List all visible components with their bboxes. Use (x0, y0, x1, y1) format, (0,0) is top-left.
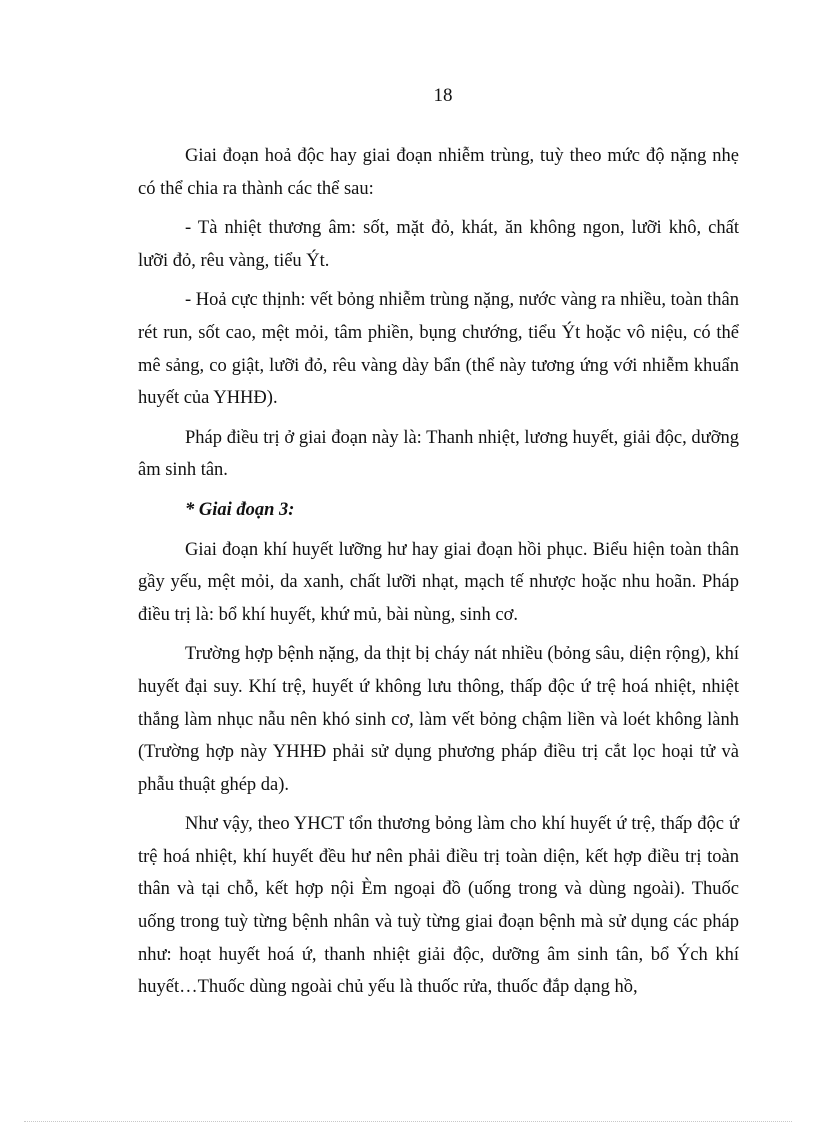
paragraph-ta-nhiet: - Tà nhiệt thương âm: sốt, mặt đỏ, khát, ăn không ngon, lưỡi khô, chất lưỡi đỏ, rêu vàng, tiểu Ýt. (138, 218, 739, 271)
page-bottom-divider (24, 1121, 792, 1122)
paragraph-benh-nang: Trường hợp bệnh nặng, da thịt bị cháy nát nhiều (bỏng sâu, diện rộng), khí huyết đại suy. Khí trệ, huyết ứ không lưu thông, thấp độc ứ trệ hoá nhiệt, nhiệt thắng làm nhục nẫu nên khó sinh cơ, làm vết bỏng chậm liền và loét không lành (Trường hợp này YHHĐ phải sử dụng phương pháp điều trị cắt lọc hoại tử và phẫu thuật ghép da). (138, 644, 739, 795)
paragraph-nhu-vay: Như vậy, theo YHCT tổn thương bỏng làm cho khí huyết ứ trệ, thấp độc ứ trệ hoá nhiệt, khí huyết đều hư nên phải điều trị toàn diện, kết hợp điều trị toàn thân và tại chỗ, kết hợp nội Èm ngoại đồ (uống trong và dùng ngoài). Thuốc uống trong tuỳ từng bệnh nhân và tuỳ từng giai đoạn bệnh mà sử dụng các pháp như: hoạt huyết hoá ứ, thanh nhiệt giải độc, dưỡng âm sinh tân, bổ Ých khí huyết…Thuốc dùng ngoài chủ yếu là thuốc rửa, thuốc đắp dạng hồ, (138, 814, 739, 998)
body-text (138, 140, 739, 1011)
paragraph-intro: Giai đoạn hoả độc hay giai đoạn nhiễm trùng, tuỳ theo mức độ nặng nhẹ có thể chia ra thành các thể sau: (138, 146, 739, 199)
paragraph-hoa-cuc-thinh: - Hoả cực thịnh: vết bỏng nhiễm trùng nặng, nước vàng ra nhiều, toàn thân rét run, sốt cao, mệt mỏi, tâm phiền, bụng chướng, tiểu Ýt hoặc vô niệu, có thể mê sảng, co giật, lưỡi đỏ, rêu vàng dày bẩn (thể này tương ứng với nhiễm khuẩn huyết của YHHĐ). (138, 290, 739, 409)
paragraph-phap-dieu-tri: Pháp điều trị ở giai đoạn này là: Thanh nhiệt, lương huyết, giải độc, dưỡng âm sinh tân. (138, 427, 739, 481)
paragraph-khi-huyet: Giai đoạn khí huyết lưỡng hư hay giai đoạn hồi phục. Biểu hiện toàn thân gầy yếu, mệt mỏi, da xanh, chất lưỡi nhạt, mạch tế nhược hoặc nhu hoãn. Pháp điều trị là: bổ khí huyết, khứ mủ, bài nùng, sinh cơ. (138, 539, 739, 625)
page-number: 18 (433, 85, 453, 106)
section-heading-giai-doan-3: * Giai đoạn 3: (185, 499, 295, 520)
